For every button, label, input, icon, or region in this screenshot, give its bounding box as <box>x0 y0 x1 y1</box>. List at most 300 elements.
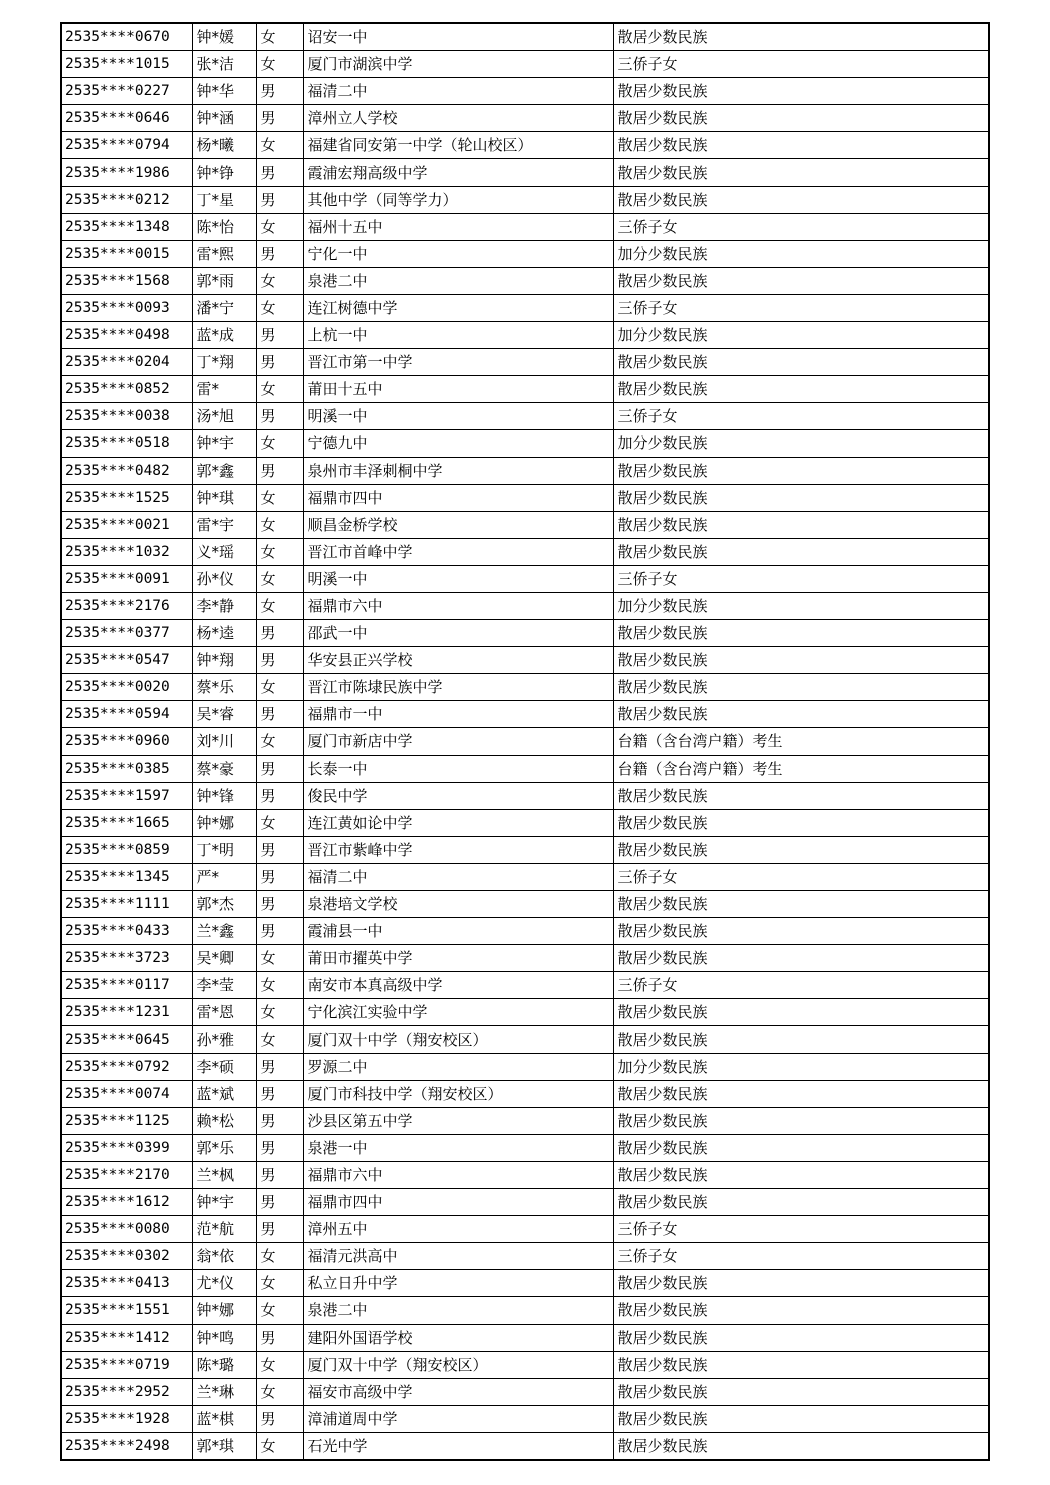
student-name-cell: 钟*华 <box>192 78 256 105</box>
table-row <box>61 267 989 294</box>
student-name-cell: 蔡*乐 <box>192 674 256 701</box>
gender-cell: 男 <box>256 836 303 863</box>
table-row <box>61 376 989 403</box>
exam-number-cell: 2535****0021 <box>61 511 192 538</box>
table-row <box>61 240 989 267</box>
student-name-cell: 杨*逵 <box>192 620 256 647</box>
school-cell: 泉港二中 <box>303 267 613 294</box>
student-name-cell: 郭*乐 <box>192 1134 256 1161</box>
table-row <box>61 51 989 78</box>
table-row <box>61 891 989 918</box>
school-cell: 福清二中 <box>303 78 613 105</box>
gender-cell: 女 <box>256 132 303 159</box>
student-name-cell: 蔡*豪 <box>192 755 256 782</box>
school-cell: 罗源二中 <box>303 1053 613 1080</box>
table-row <box>61 403 989 430</box>
student-name-cell: 杨*曦 <box>192 132 256 159</box>
exam-number-cell: 2535****0117 <box>61 972 192 999</box>
category-cell: 散居少数民族 <box>613 1107 989 1134</box>
gender-cell: 男 <box>256 322 303 349</box>
student-name-cell: 李*静 <box>192 592 256 619</box>
student-name-cell: 范*航 <box>192 1216 256 1243</box>
student-name-cell: 郭*杰 <box>192 891 256 918</box>
gender-cell: 女 <box>256 213 303 240</box>
table-row <box>61 728 989 755</box>
exam-number-cell: 2535****0302 <box>61 1243 192 1270</box>
exam-number-cell: 2535****1125 <box>61 1107 192 1134</box>
table-row <box>61 620 989 647</box>
exam-number-cell: 2535****0498 <box>61 322 192 349</box>
student-name-cell: 钟*媛 <box>192 23 256 51</box>
category-cell: 加分少数民族 <box>613 592 989 619</box>
student-name-cell: 郭*琪 <box>192 1432 256 1460</box>
student-name-cell: 蓝*成 <box>192 322 256 349</box>
student-name-cell: 尤*仪 <box>192 1270 256 1297</box>
school-cell: 宁化滨江实验中学 <box>303 999 613 1026</box>
exam-number-cell: 2535****0670 <box>61 23 192 51</box>
student-name-cell: 钟*铮 <box>192 159 256 186</box>
category-cell: 三侨子女 <box>613 1243 989 1270</box>
category-cell: 加分少数民族 <box>613 430 989 457</box>
table-row <box>61 1053 989 1080</box>
category-cell: 散居少数民族 <box>613 484 989 511</box>
school-cell: 晋江市首峰中学 <box>303 538 613 565</box>
table-row <box>61 1080 989 1107</box>
exam-number-cell: 2535****1612 <box>61 1189 192 1216</box>
student-name-cell: 郭*鑫 <box>192 457 256 484</box>
gender-cell: 女 <box>256 674 303 701</box>
student-name-cell: 钟*鸣 <box>192 1324 256 1351</box>
student-name-cell: 郭*雨 <box>192 267 256 294</box>
school-cell: 宁德九中 <box>303 430 613 457</box>
student-name-cell: 兰*鑫 <box>192 918 256 945</box>
gender-cell: 女 <box>256 728 303 755</box>
category-cell: 散居少数民族 <box>613 1351 989 1378</box>
gender-cell: 男 <box>256 1080 303 1107</box>
category-cell: 散居少数民族 <box>613 1378 989 1405</box>
category-cell: 三侨子女 <box>613 403 989 430</box>
category-cell: 散居少数民族 <box>613 647 989 674</box>
school-cell: 私立日升中学 <box>303 1270 613 1297</box>
category-cell: 台籍（含台湾户籍）考生 <box>613 755 989 782</box>
exam-number-cell: 2535****1412 <box>61 1324 192 1351</box>
table-row <box>61 863 989 890</box>
gender-cell: 女 <box>256 972 303 999</box>
school-cell: 泉州市丰泽刺桐中学 <box>303 457 613 484</box>
gender-cell: 女 <box>256 565 303 592</box>
student-name-cell: 兰*琳 <box>192 1378 256 1405</box>
exam-number-cell: 2535****0020 <box>61 674 192 701</box>
category-cell: 散居少数民族 <box>613 918 989 945</box>
student-name-cell: 吴*卿 <box>192 945 256 972</box>
category-cell: 散居少数民族 <box>613 267 989 294</box>
student-name-cell: 钟*翔 <box>192 647 256 674</box>
category-cell: 三侨子女 <box>613 1216 989 1243</box>
category-cell: 散居少数民族 <box>613 1080 989 1107</box>
exam-number-cell: 2535****2952 <box>61 1378 192 1405</box>
exam-number-cell: 2535****0385 <box>61 755 192 782</box>
gender-cell: 男 <box>256 647 303 674</box>
gender-cell: 男 <box>256 349 303 376</box>
exam-number-cell: 2535****0482 <box>61 457 192 484</box>
exam-number-cell: 2535****0377 <box>61 620 192 647</box>
school-cell: 厦门市湖滨中学 <box>303 51 613 78</box>
table-row <box>61 1351 989 1378</box>
school-cell: 福清二中 <box>303 863 613 890</box>
school-cell: 诏安一中 <box>303 23 613 51</box>
student-name-cell: 吴*睿 <box>192 701 256 728</box>
student-name-cell: 钟*娜 <box>192 809 256 836</box>
student-name-cell: 陈*璐 <box>192 1351 256 1378</box>
exam-number-cell: 2535****0960 <box>61 728 192 755</box>
category-cell: 散居少数民族 <box>613 1324 989 1351</box>
gender-cell: 男 <box>256 1216 303 1243</box>
school-cell: 漳州五中 <box>303 1216 613 1243</box>
school-cell: 俊民中学 <box>303 782 613 809</box>
student-name-cell: 蓝*棋 <box>192 1405 256 1432</box>
category-cell: 散居少数民族 <box>613 1189 989 1216</box>
gender-cell: 男 <box>256 159 303 186</box>
category-cell: 散居少数民族 <box>613 891 989 918</box>
student-name-cell: 汤*旭 <box>192 403 256 430</box>
gender-cell: 男 <box>256 918 303 945</box>
student-name-cell: 刘*川 <box>192 728 256 755</box>
school-cell: 连江树德中学 <box>303 294 613 321</box>
table-row <box>61 1026 989 1053</box>
exam-number-cell: 2535****0093 <box>61 294 192 321</box>
gender-cell: 男 <box>256 1053 303 1080</box>
category-cell: 散居少数民族 <box>613 701 989 728</box>
school-cell: 厦门双十中学（翔安校区） <box>303 1351 613 1378</box>
category-cell: 三侨子女 <box>613 51 989 78</box>
gender-cell: 男 <box>256 1161 303 1188</box>
exam-number-cell: 2535****1665 <box>61 809 192 836</box>
exam-number-cell: 2535****0859 <box>61 836 192 863</box>
school-cell: 华安县正兴学校 <box>303 647 613 674</box>
gender-cell: 女 <box>256 1026 303 1053</box>
category-cell: 三侨子女 <box>613 972 989 999</box>
student-name-cell: 雷*恩 <box>192 999 256 1026</box>
gender-cell: 男 <box>256 863 303 890</box>
table-row <box>61 565 989 592</box>
table-row <box>61 1270 989 1297</box>
category-cell: 散居少数民族 <box>613 1405 989 1432</box>
category-cell: 散居少数民族 <box>613 1134 989 1161</box>
table-row <box>61 1107 989 1134</box>
student-name-cell: 严* <box>192 863 256 890</box>
category-cell: 散居少数民族 <box>613 511 989 538</box>
gender-cell: 女 <box>256 1351 303 1378</box>
exam-number-cell: 2535****1568 <box>61 267 192 294</box>
exam-number-cell: 2535****0074 <box>61 1080 192 1107</box>
school-cell: 晋江市紫峰中学 <box>303 836 613 863</box>
school-cell: 晋江市第一中学 <box>303 349 613 376</box>
category-cell: 散居少数民族 <box>613 23 989 51</box>
gender-cell: 男 <box>256 186 303 213</box>
school-cell: 厦门市科技中学（翔安校区） <box>303 1080 613 1107</box>
student-name-cell: 兰*枫 <box>192 1161 256 1188</box>
category-cell: 散居少数民族 <box>613 836 989 863</box>
school-cell: 其他中学（同等学力） <box>303 186 613 213</box>
gender-cell: 男 <box>256 1405 303 1432</box>
category-cell: 散居少数民族 <box>613 78 989 105</box>
exam-number-cell: 2535****2498 <box>61 1432 192 1460</box>
table-row <box>61 322 989 349</box>
category-cell: 散居少数民族 <box>613 1026 989 1053</box>
school-cell: 泉港培文学校 <box>303 891 613 918</box>
school-cell: 明溪一中 <box>303 565 613 592</box>
category-cell: 三侨子女 <box>613 213 989 240</box>
school-cell: 福安市高级中学 <box>303 1378 613 1405</box>
school-cell: 晋江市陈埭民族中学 <box>303 674 613 701</box>
school-cell: 建阳外国语学校 <box>303 1324 613 1351</box>
table-row <box>61 1216 989 1243</box>
category-cell: 散居少数民族 <box>613 620 989 647</box>
student-name-cell: 丁*翔 <box>192 349 256 376</box>
exam-number-cell: 2535****1597 <box>61 782 192 809</box>
exam-number-cell: 2535****1986 <box>61 159 192 186</box>
table-row <box>61 349 989 376</box>
gender-cell: 男 <box>256 1134 303 1161</box>
table-row <box>61 1432 989 1460</box>
school-cell: 福鼎市四中 <box>303 1189 613 1216</box>
table-row <box>61 1405 989 1432</box>
exam-number-cell: 2535****0547 <box>61 647 192 674</box>
school-cell: 莆田市擢英中学 <box>303 945 613 972</box>
student-name-cell: 翁*依 <box>192 1243 256 1270</box>
exam-number-cell: 2535****1032 <box>61 538 192 565</box>
category-cell: 散居少数民族 <box>613 809 989 836</box>
category-cell: 散居少数民族 <box>613 376 989 403</box>
table-row <box>61 647 989 674</box>
exam-number-cell: 2535****0399 <box>61 1134 192 1161</box>
table-row <box>61 1161 989 1188</box>
category-cell: 散居少数民族 <box>613 674 989 701</box>
student-name-cell: 雷* <box>192 376 256 403</box>
exam-number-cell: 2535****0080 <box>61 1216 192 1243</box>
exam-number-cell: 2535****1348 <box>61 213 192 240</box>
category-cell: 加分少数民族 <box>613 1053 989 1080</box>
student-name-cell: 赖*松 <box>192 1107 256 1134</box>
gender-cell: 女 <box>256 809 303 836</box>
student-name-cell: 陈*怡 <box>192 213 256 240</box>
exam-number-cell: 2535****0518 <box>61 430 192 457</box>
student-name-cell: 丁*星 <box>192 186 256 213</box>
school-cell: 漳浦道周中学 <box>303 1405 613 1432</box>
category-cell: 散居少数民族 <box>613 538 989 565</box>
gender-cell: 男 <box>256 1107 303 1134</box>
school-cell: 莆田十五中 <box>303 376 613 403</box>
gender-cell: 女 <box>256 1297 303 1324</box>
gender-cell: 男 <box>256 755 303 782</box>
gender-cell: 女 <box>256 23 303 51</box>
school-cell: 沙县区第五中学 <box>303 1107 613 1134</box>
table-row <box>61 538 989 565</box>
gender-cell: 男 <box>256 457 303 484</box>
table-row <box>61 592 989 619</box>
exam-number-cell: 2535****0646 <box>61 105 192 132</box>
gender-cell: 女 <box>256 267 303 294</box>
table-row <box>61 782 989 809</box>
exam-number-cell: 2535****0015 <box>61 240 192 267</box>
exam-number-cell: 2535****1551 <box>61 1297 192 1324</box>
category-cell: 加分少数民族 <box>613 322 989 349</box>
student-name-cell: 义*瑶 <box>192 538 256 565</box>
table-row <box>61 945 989 972</box>
category-cell: 散居少数民族 <box>613 1161 989 1188</box>
category-cell: 散居少数民族 <box>613 945 989 972</box>
category-cell: 散居少数民族 <box>613 1297 989 1324</box>
school-cell: 福州十五中 <box>303 213 613 240</box>
exam-number-cell: 2535****2170 <box>61 1161 192 1188</box>
table-row <box>61 674 989 701</box>
category-cell: 三侨子女 <box>613 294 989 321</box>
student-name-cell: 雷*熙 <box>192 240 256 267</box>
exam-number-cell: 2535****3723 <box>61 945 192 972</box>
student-name-cell: 孙*仪 <box>192 565 256 592</box>
exam-number-cell: 2535****1525 <box>61 484 192 511</box>
category-cell: 散居少数民族 <box>613 159 989 186</box>
school-cell: 长泰一中 <box>303 755 613 782</box>
gender-cell: 男 <box>256 701 303 728</box>
category-cell: 散居少数民族 <box>613 999 989 1026</box>
school-cell: 福鼎市六中 <box>303 592 613 619</box>
category-cell: 三侨子女 <box>613 863 989 890</box>
table-row <box>61 755 989 782</box>
student-name-cell: 张*洁 <box>192 51 256 78</box>
table-row <box>61 1134 989 1161</box>
table-row <box>61 999 989 1026</box>
exam-number-cell: 2535****1928 <box>61 1405 192 1432</box>
category-cell: 加分少数民族 <box>613 240 989 267</box>
student-name-cell: 钟*涵 <box>192 105 256 132</box>
table-row <box>61 484 989 511</box>
school-cell: 厦门市新店中学 <box>303 728 613 755</box>
exam-number-cell: 2535****0204 <box>61 349 192 376</box>
gender-cell: 男 <box>256 782 303 809</box>
school-cell: 泉港二中 <box>303 1297 613 1324</box>
exam-number-cell: 2535****0792 <box>61 1053 192 1080</box>
school-cell: 漳州立人学校 <box>303 105 613 132</box>
table-row <box>61 430 989 457</box>
gender-cell: 男 <box>256 891 303 918</box>
gender-cell: 男 <box>256 105 303 132</box>
category-cell: 散居少数民族 <box>613 349 989 376</box>
gender-cell: 男 <box>256 620 303 647</box>
gender-cell: 男 <box>256 240 303 267</box>
table-row <box>61 213 989 240</box>
category-cell: 三侨子女 <box>613 565 989 592</box>
exam-number-cell: 2535****1111 <box>61 891 192 918</box>
school-cell: 霞浦县一中 <box>303 918 613 945</box>
gender-cell: 女 <box>256 945 303 972</box>
exam-number-cell: 2535****0794 <box>61 132 192 159</box>
gender-cell: 女 <box>256 376 303 403</box>
school-cell: 福鼎市一中 <box>303 701 613 728</box>
category-cell: 台籍（含台湾户籍）考生 <box>613 728 989 755</box>
student-name-cell: 李*莹 <box>192 972 256 999</box>
school-cell: 厦门双十中学（翔安校区） <box>303 1026 613 1053</box>
school-cell: 石光中学 <box>303 1432 613 1460</box>
gender-cell: 男 <box>256 1324 303 1351</box>
gender-cell: 女 <box>256 430 303 457</box>
table-row <box>61 1297 989 1324</box>
student-name-cell: 钟*宇 <box>192 1189 256 1216</box>
table-row <box>61 809 989 836</box>
exam-number-cell: 2535****0719 <box>61 1351 192 1378</box>
student-name-cell: 钟*宇 <box>192 430 256 457</box>
table-row <box>61 1378 989 1405</box>
exam-number-cell: 2535****1231 <box>61 999 192 1026</box>
school-cell: 顺昌金桥学校 <box>303 511 613 538</box>
school-cell: 宁化一中 <box>303 240 613 267</box>
student-name-cell: 李*硕 <box>192 1053 256 1080</box>
gender-cell: 女 <box>256 538 303 565</box>
exam-number-cell: 2535****0852 <box>61 376 192 403</box>
gender-cell: 男 <box>256 1189 303 1216</box>
school-cell: 福鼎市六中 <box>303 1161 613 1188</box>
gender-cell: 女 <box>256 1432 303 1460</box>
student-name-cell: 潘*宁 <box>192 294 256 321</box>
exam-number-cell: 2535****0038 <box>61 403 192 430</box>
school-cell: 霞浦宏翔高级中学 <box>303 159 613 186</box>
exam-number-cell: 2535****1015 <box>61 51 192 78</box>
category-cell: 散居少数民族 <box>613 782 989 809</box>
school-cell: 福鼎市四中 <box>303 484 613 511</box>
student-name-cell: 钟*锋 <box>192 782 256 809</box>
category-cell: 散居少数民族 <box>613 132 989 159</box>
gender-cell: 男 <box>256 78 303 105</box>
table-row <box>61 294 989 321</box>
exam-number-cell: 2535****0594 <box>61 701 192 728</box>
gender-cell: 女 <box>256 999 303 1026</box>
exam-number-cell: 2535****2176 <box>61 592 192 619</box>
table-row <box>61 457 989 484</box>
gender-cell: 男 <box>256 403 303 430</box>
category-cell: 散居少数民族 <box>613 1432 989 1460</box>
table-row <box>61 1243 989 1270</box>
gender-cell: 女 <box>256 484 303 511</box>
exam-number-cell: 2535****0091 <box>61 565 192 592</box>
table-row <box>61 1189 989 1216</box>
school-cell: 福建省同安第一中学（轮山校区） <box>303 132 613 159</box>
table-row <box>61 23 989 51</box>
school-cell: 明溪一中 <box>303 403 613 430</box>
student-name-cell: 蓝*斌 <box>192 1080 256 1107</box>
gender-cell: 女 <box>256 1378 303 1405</box>
roster-body <box>61 23 989 1460</box>
gender-cell: 女 <box>256 511 303 538</box>
exam-number-cell: 2535****0212 <box>61 186 192 213</box>
student-name-cell: 孙*雅 <box>192 1026 256 1053</box>
exam-number-cell: 2535****0413 <box>61 1270 192 1297</box>
school-cell: 泉港一中 <box>303 1134 613 1161</box>
gender-cell: 女 <box>256 1243 303 1270</box>
table-row <box>61 1324 989 1351</box>
exam-number-cell: 2535****0227 <box>61 78 192 105</box>
exam-number-cell: 2535****1345 <box>61 863 192 890</box>
gender-cell: 女 <box>256 592 303 619</box>
student-name-cell: 钟*娜 <box>192 1297 256 1324</box>
exam-number-cell: 2535****0433 <box>61 918 192 945</box>
table-row <box>61 701 989 728</box>
gender-cell: 女 <box>256 1270 303 1297</box>
table-row <box>61 78 989 105</box>
table-row <box>61 105 989 132</box>
table-row <box>61 132 989 159</box>
category-cell: 散居少数民族 <box>613 105 989 132</box>
school-cell: 连江黄如论中学 <box>303 809 613 836</box>
